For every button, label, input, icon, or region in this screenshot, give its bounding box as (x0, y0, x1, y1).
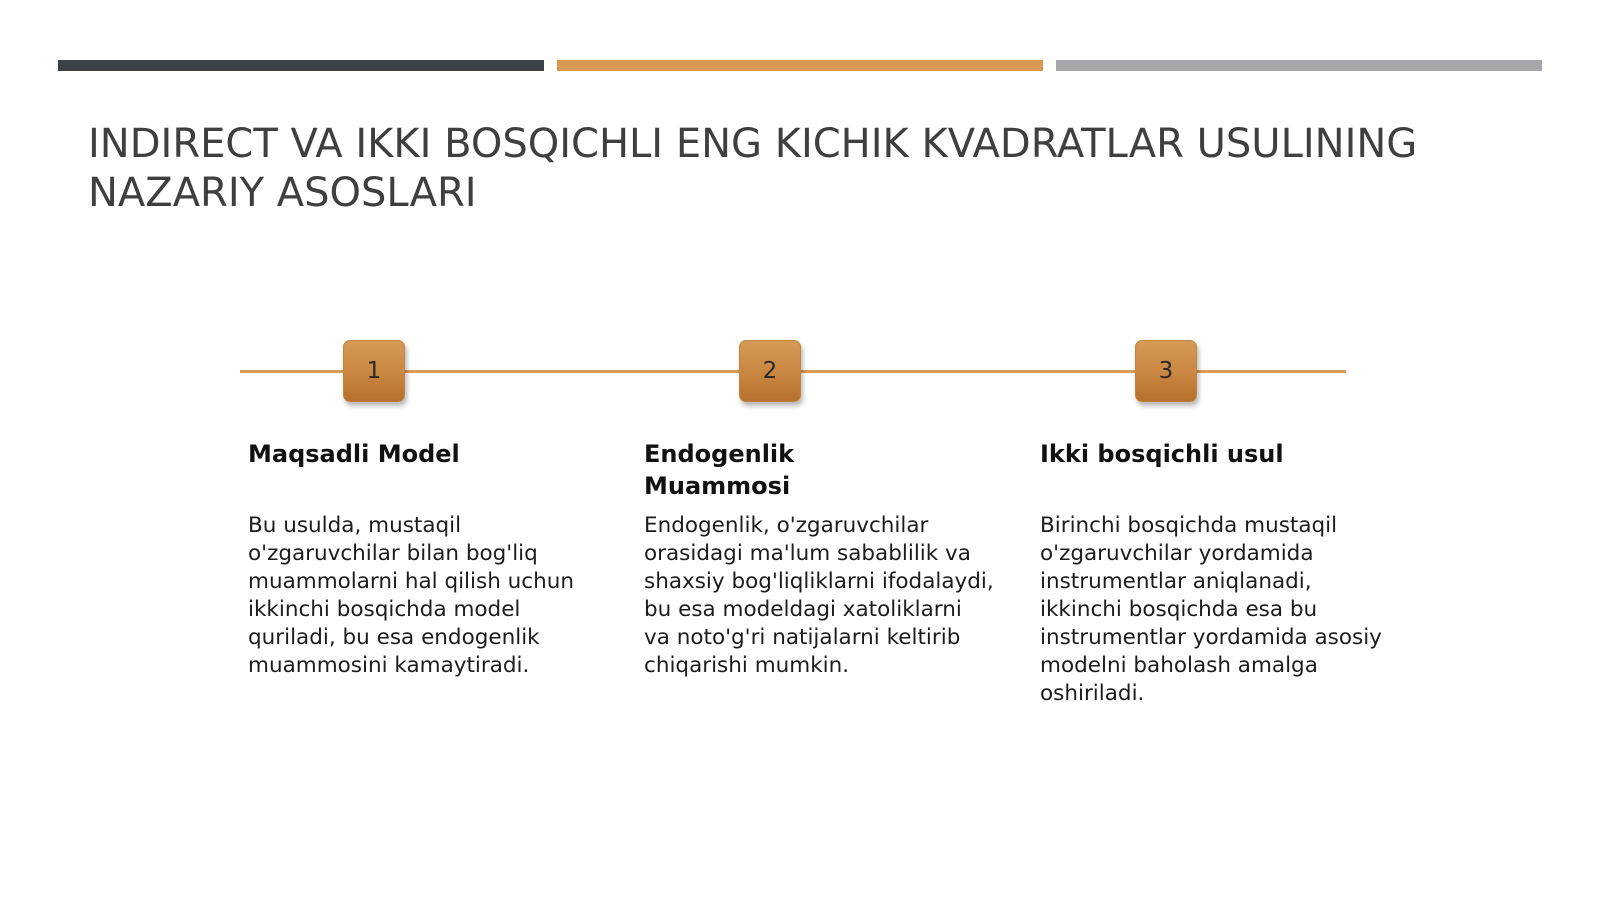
top-accent-bar-orange (557, 60, 1043, 71)
step-text-3: Birinchi bosqichda mustaqil o'zgaruvchilar yordamida instrumentlar aniqlanadi, ikkinchi bosqichda esa bu instrumentlar yordamida asosiy modelni baholash amalga oshiriladi. (1040, 513, 1382, 706)
top-accent-bar-gray (1056, 60, 1542, 71)
step-column-1 (248, 438, 598, 680)
step-heading-3: Ikki bosqichli usul (1040, 440, 1284, 468)
step-column-2 (644, 438, 994, 680)
step-number-box-2: 2 (739, 340, 801, 402)
step-text-1: Bu usulda, mustaqil o'zgaruvchilar bilan bog'liq muammolarni hal qilish uchun ikkinchi bosqichda model quriladi, bu esa endogenlik muammosini kamaytiradi. (248, 513, 574, 678)
step-column-3 (1040, 438, 1390, 708)
slide-title: INDIRECT VA IKKI BOSQICHLI ENG KICHIK KVADRATLAR USULINING NAZARIY ASOSLARI (88, 121, 1418, 216)
step-heading-1: Maqsadli Model (248, 440, 460, 468)
step-heading-2: Endogenlik Muammosi (644, 440, 795, 500)
step-number-box-1: 1 (343, 340, 405, 402)
step-text-2: Endogenlik, o'zgaruvchilar orasidagi ma'lum sabablilik va shaxsiy bog'liqliklarni ifodalaydi, bu esa modeldagi xatoliklarni va noto'g'ri natijalarni keltirib chiqarishi mumkin. (644, 513, 994, 678)
top-accent-bar-dark (58, 60, 544, 71)
step-number-box-3: 3 (1135, 340, 1197, 402)
